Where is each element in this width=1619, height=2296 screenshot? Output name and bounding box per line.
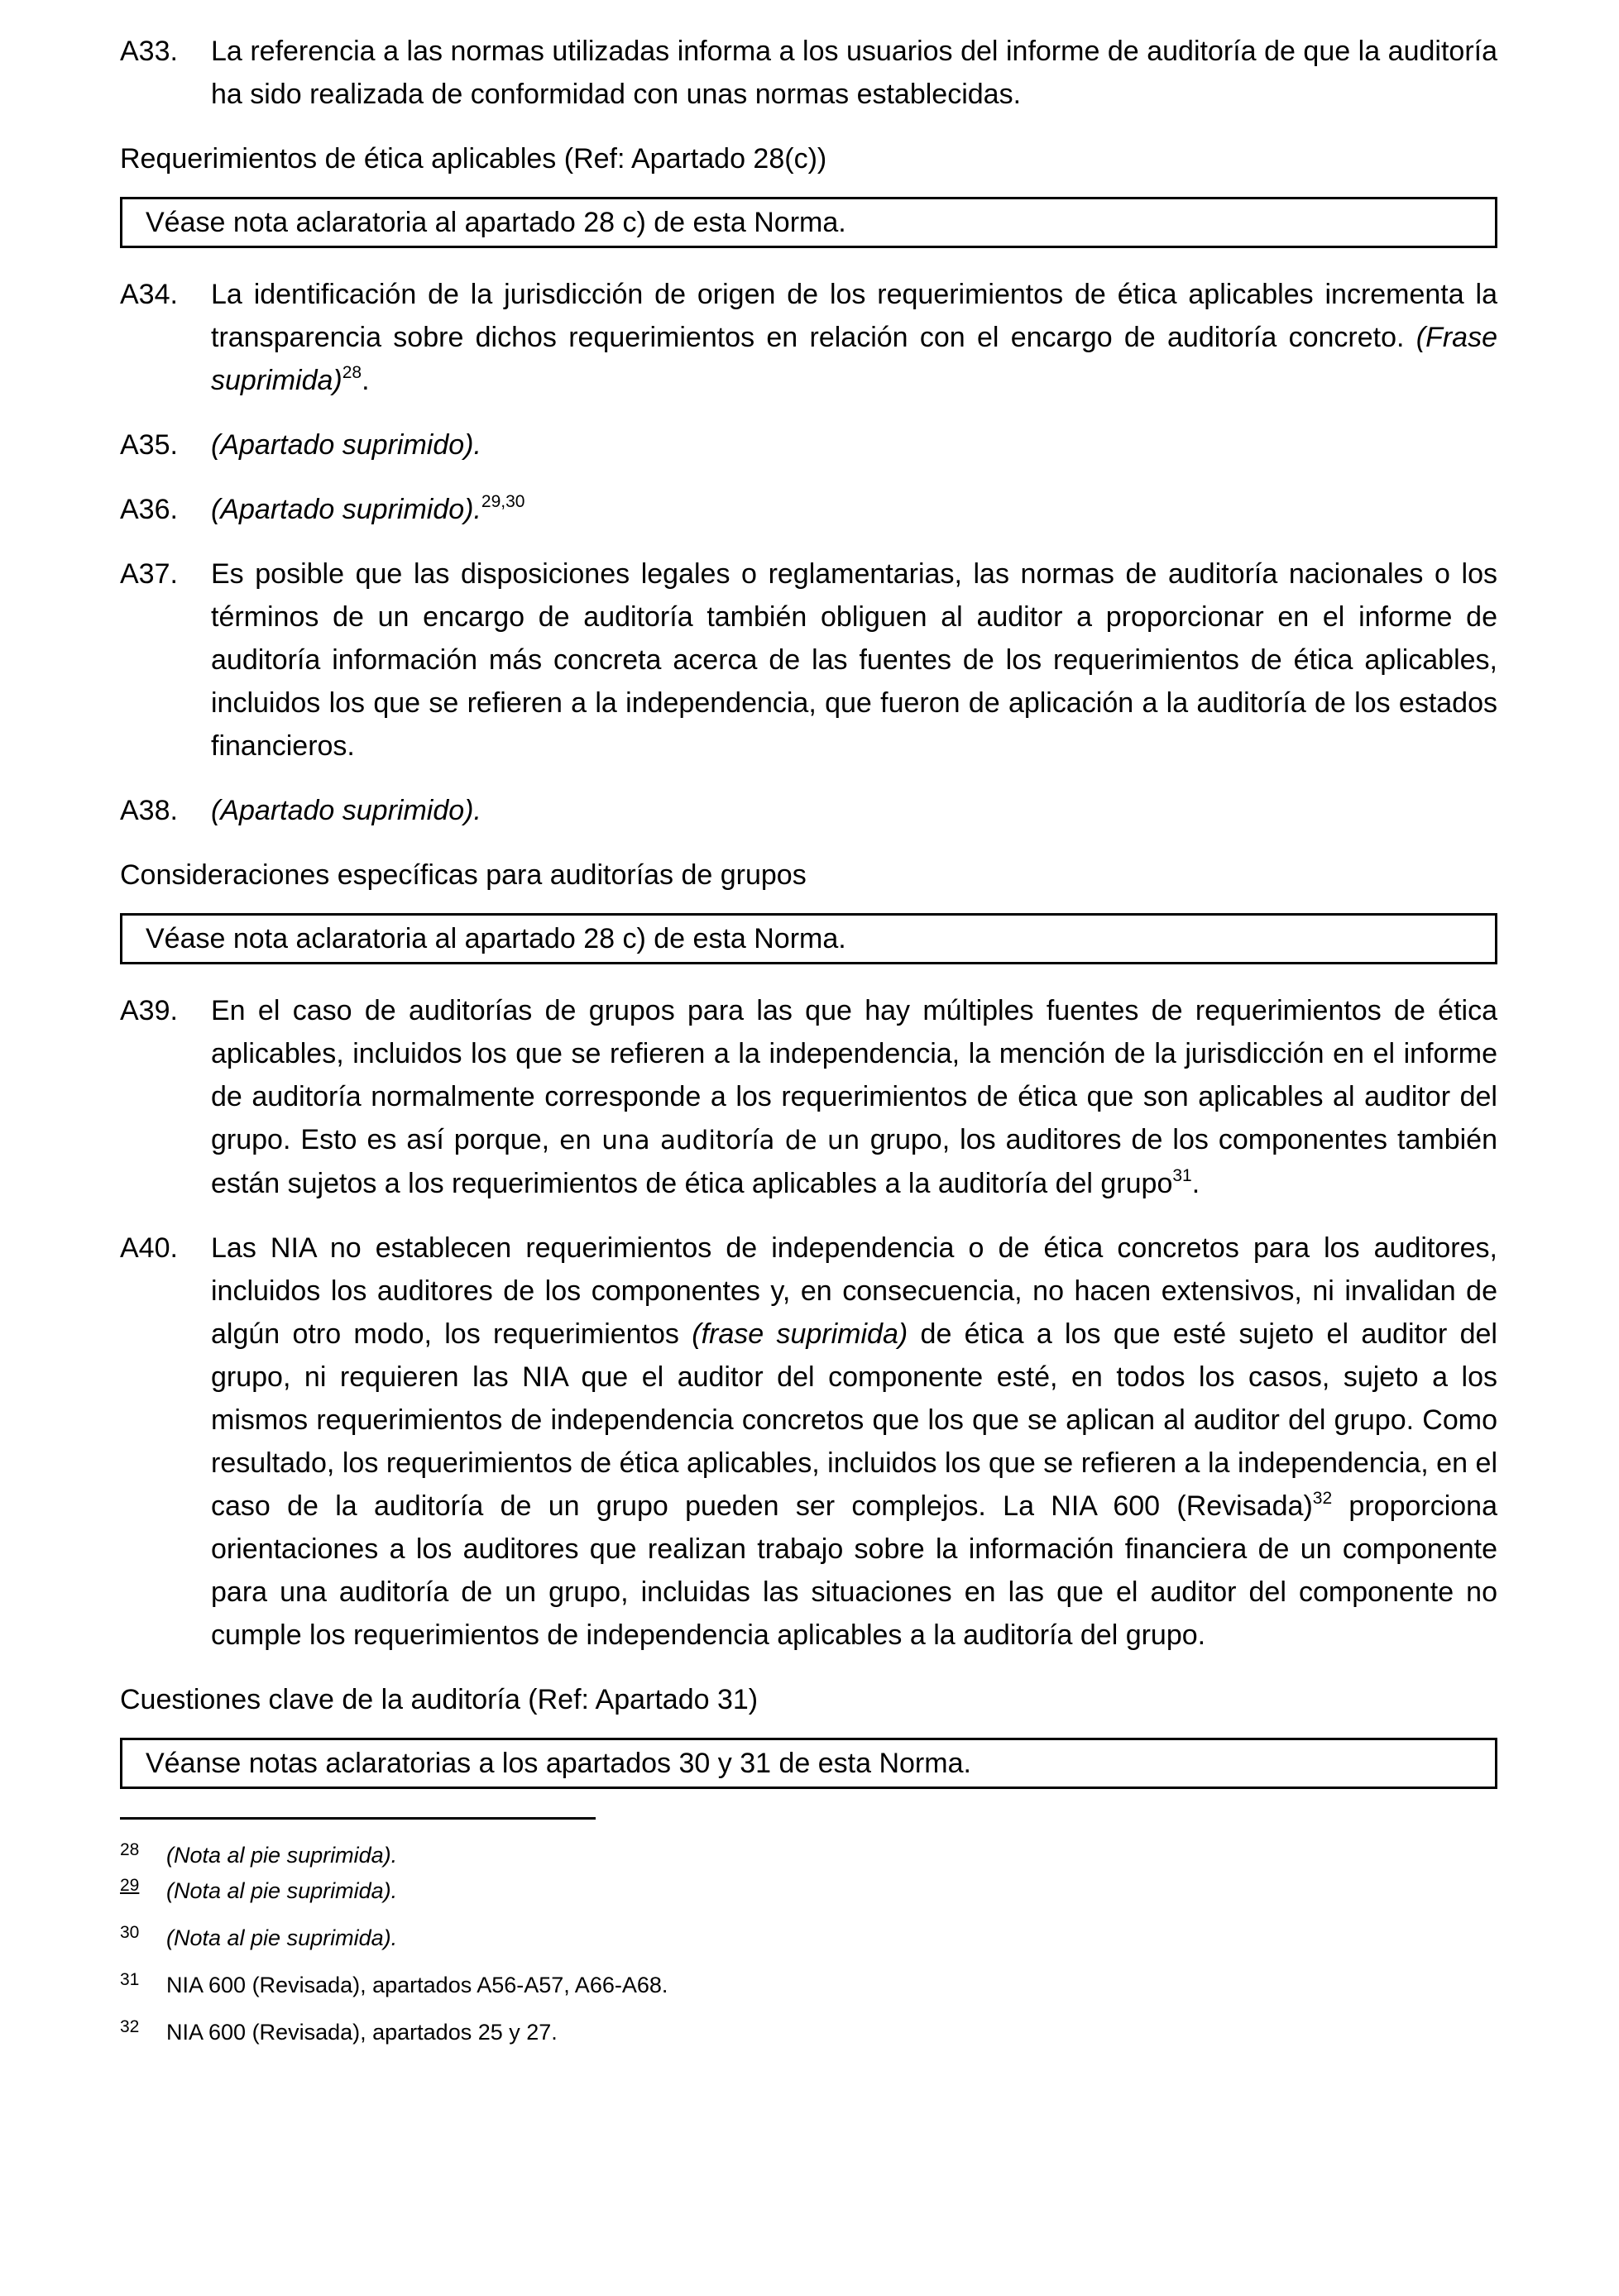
note-box-cuestiones: [120, 1738, 1497, 1789]
footnote-30-number: 30: [120, 1923, 140, 1942]
footnote-32: [120, 2018, 1497, 2046]
paragraph-a38-suppressed: (Apartado suprimido).: [211, 795, 481, 826]
footnote-28: [120, 1841, 1497, 1869]
paragraph-a39: [120, 989, 1497, 1205]
paragraph-a40-text: [211, 1227, 1497, 1657]
footnotes-section: [120, 1817, 1497, 2046]
paragraph-a36: [120, 488, 1497, 531]
paragraph-a39-inserted-phrase: en una auditoría de un: [559, 1126, 870, 1155]
paragraph-a34-body: La identificación de la jurisdicción de origen de los requerimientos de ética aplicables incrementa la transparencia sobre dichos requerimientos en relación con el encargo de auditoría concreto.: [211, 279, 1497, 353]
paragraph-a40-label: A40.: [120, 1232, 178, 1264]
note-box-cuestiones-text: Véanse notas aclaratorias a los apartados 30 y 31 de esta Norma.: [146, 1747, 971, 1779]
paragraph-a39-body-cont: grupo, los auditores de los componentes también están sujetos a los requerimientos de ética aplicables a la auditoría del grupo: [211, 1124, 1497, 1199]
footnote-reference-31: 31: [1172, 1166, 1192, 1185]
section-heading-grupos: Consideraciones específicas para auditorías de grupos: [120, 859, 807, 891]
paragraph-a40: [120, 1227, 1497, 1657]
paragraph-a35: [120, 423, 1497, 466]
paragraph-a33: [120, 30, 1497, 116]
paragraph-a39-text: [211, 989, 1497, 1205]
paragraph-a36-label: A36.: [120, 494, 178, 525]
paragraph-a37-body: Es posible que las disposiciones legales o reglamentarias, las normas de auditoría nacionales o los términos de un encargo de auditoría también obliguen al auditor a proporcionar en el informe de auditoría información más concreta acerca de las fuentes de los requerimientos de ética aplicables, incluidos los que se refieren a la independencia, que fueron de aplicación a la auditoría de los estados financieros.: [211, 558, 1497, 762]
footnote-30-text: (Nota al pie suprimida).: [166, 1925, 398, 1950]
paragraph-a40-body: Las NIA no establecen requerimientos de independencia o de ética concretos para los auditores, incluidos los auditores de los componentes y, en consecuencia, no hacen extensivos, ni invalidan de algún otro modo, los requerimientos: [211, 1232, 1497, 1350]
paragraph-a34-suppressed-phrase: (Frase suprimida): [211, 322, 1497, 396]
paragraph-a39-label: A39.: [120, 995, 178, 1026]
footnote-29: [120, 1877, 1497, 1905]
footnote-reference-32: 32: [1312, 1489, 1333, 1508]
paragraph-a37-text: [211, 552, 1497, 768]
note-box-etica-text: Véase nota aclaratoria al apartado 28 c) de esta Norma.: [146, 206, 846, 238]
footnote-31-number: 31: [120, 1970, 140, 1989]
paragraph-a34: [120, 273, 1497, 402]
footnote-28-number: 28: [120, 1840, 140, 1859]
footnote-separator-rule: [120, 1817, 596, 1820]
footnote-28-marker: [120, 1841, 166, 1869]
paragraph-a33-label: A33.: [120, 36, 178, 67]
footnote-29-number: 29: [120, 1876, 140, 1895]
paragraph-a38: [120, 789, 1497, 832]
paragraph-a40-suppressed-phrase: (frase suprimida): [692, 1318, 908, 1350]
paragraph-a39-end: .: [1191, 1168, 1200, 1199]
footnote-30: [120, 1924, 1497, 1952]
paragraph-a40-body-cont: de ética a los que esté sujeto el auditor del grupo, ni requieren las NIA que el auditor del componente esté, en todos los casos, sujeto a los mismos requerimientos de independencia concretos que los que se aplican al auditor del grupo. Como resultado, los requerimientos de ética aplicables, incluidos los que se refieren a la independencia, en el caso de la auditoría de un grupo pueden ser complejos. La NIA 600 (Revisada): [211, 1318, 1497, 1522]
paragraph-a34-label: A34.: [120, 279, 178, 310]
paragraph-a34-end: .: [362, 365, 370, 396]
footnote-31-text: NIA 600 (Revisada), apartados A56-A57, A66-A68.: [166, 1973, 668, 1997]
footnote-31: [120, 1971, 1497, 1999]
paragraph-a33-body: La referencia a las normas utilizadas informa a los usuarios del informe de auditoría de que la auditoría ha sido realizada de conformidad con unas normas establecidas.: [211, 36, 1497, 110]
paragraph-a38-label: A38.: [120, 795, 178, 826]
paragraph-a35-label: A35.: [120, 429, 178, 461]
note-box-grupos: [120, 913, 1497, 964]
footnote-29-marker: [120, 1877, 166, 1905]
paragraph-a37-label: A37.: [120, 558, 178, 590]
footnote-reference-28: 28: [342, 363, 362, 382]
footnote-29-text: (Nota al pie suprimida).: [166, 1878, 398, 1903]
paragraph-a40-end: proporciona orientaciones a los auditores que realizan trabajo sobre la información financiera de un componente para una auditoría de un grupo, incluidas las situaciones en las que el auditor del componente no cumple los requerimientos de independencia aplicables a la auditoría del grupo.: [211, 1490, 1497, 1651]
note-box-etica: [120, 197, 1497, 248]
paragraph-a34-text: [211, 273, 1497, 402]
footnote-32-number: 32: [120, 2017, 140, 2036]
paragraph-a33-text: [211, 30, 1497, 116]
section-heading-etica: Requerimientos de ética aplicables (Ref: Apartado 28(c)): [120, 143, 827, 175]
footnote-32-marker: [120, 2018, 166, 2046]
footnote-32-text: NIA 600 (Revisada), apartados 25 y 27.: [166, 2020, 558, 2045]
paragraph-a35-text: [211, 423, 1497, 466]
paragraph-a35-suppressed: (Apartado suprimido).: [211, 429, 481, 461]
note-box-grupos-text: Véase nota aclaratoria al apartado 28 c) de esta Norma.: [146, 922, 846, 954]
paragraph-a38-text: [211, 789, 1497, 832]
paragraph-a36-text: [211, 488, 1497, 531]
footnote-28-text: (Nota al pie suprimida).: [166, 1843, 398, 1868]
footnote-30-marker: [120, 1924, 166, 1952]
paragraph-a36-suppressed: (Apartado suprimido).: [211, 494, 481, 525]
footnote-reference-29-30: 29,30: [481, 492, 525, 511]
section-heading-cuestiones: Cuestiones clave de la auditoría (Ref: Apartado 31): [120, 1684, 759, 1715]
paragraph-a39-body: En el caso de auditorías de grupos para las que hay múltiples fuentes de requerimientos de ética aplicables, incluidos los que se refieren a la independencia, la mención de la jurisdicción en el informe de auditoría normalmente corresponde a los requerimientos de ética que son aplicables al auditor del grupo. Esto es así porque,: [211, 995, 1497, 1155]
footnote-31-marker: [120, 1971, 166, 1999]
paragraph-a37: [120, 552, 1497, 768]
